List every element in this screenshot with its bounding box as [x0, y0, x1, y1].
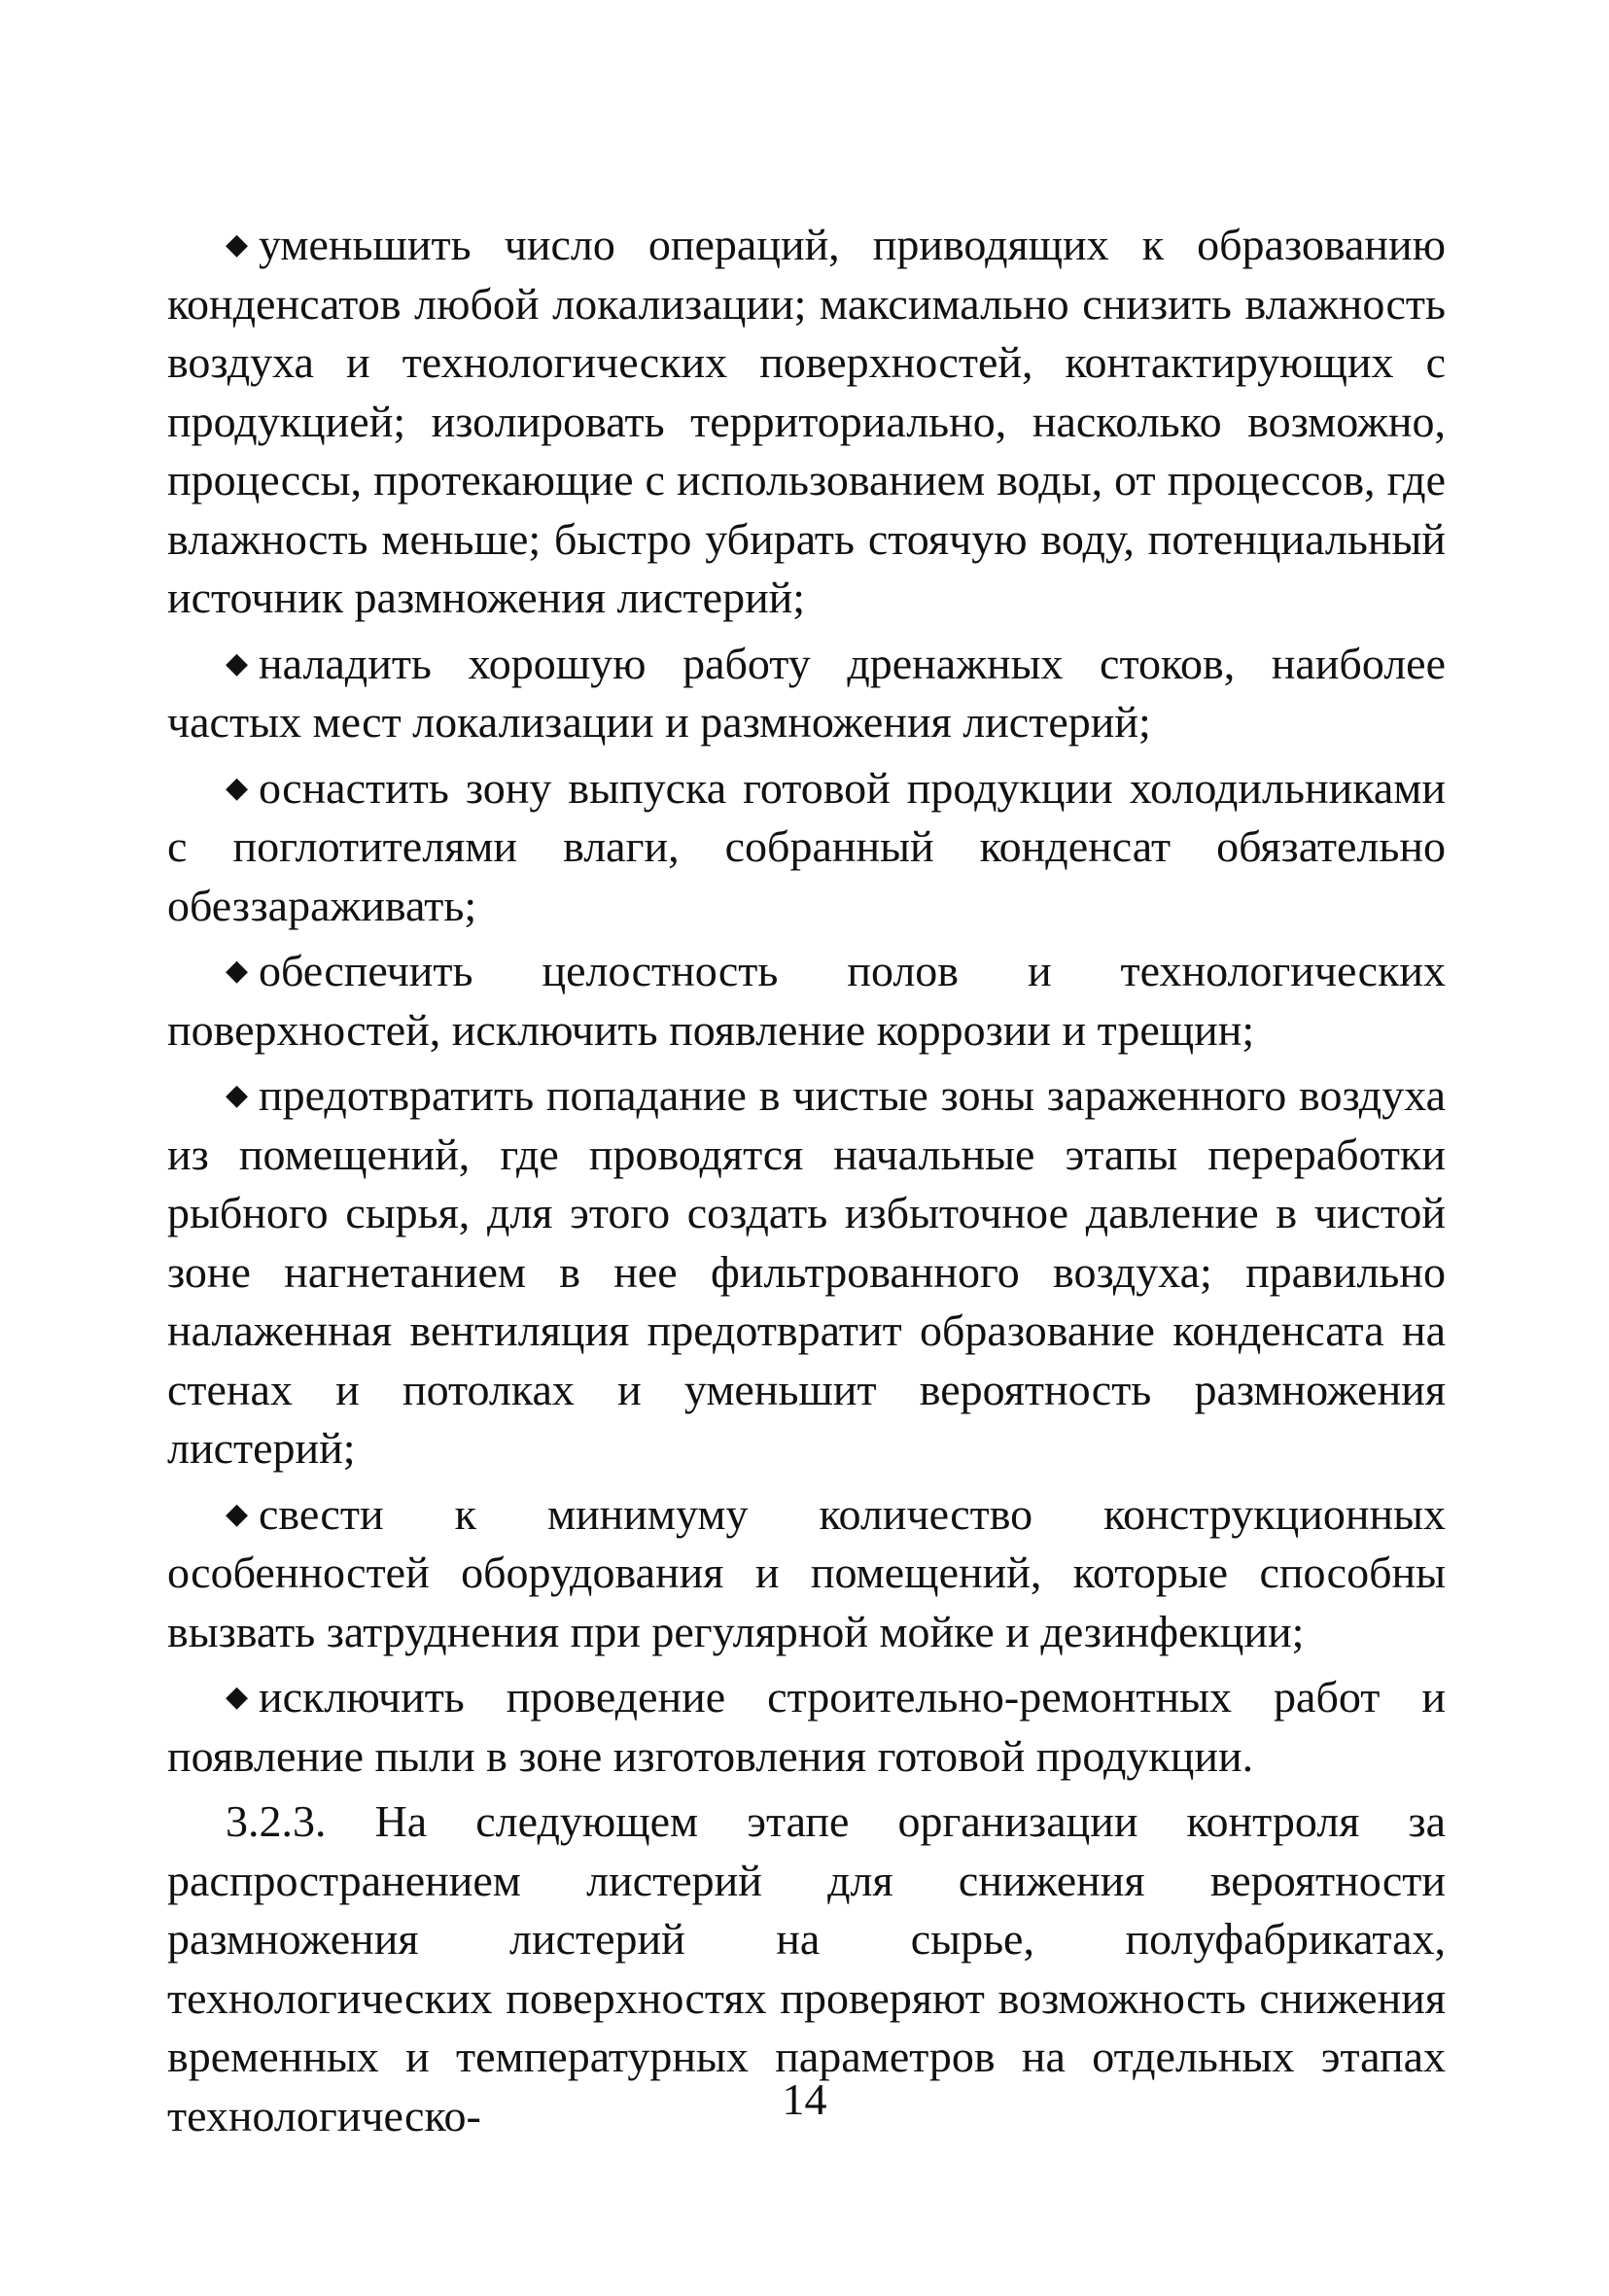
bullet-item [167, 216, 1446, 628]
bullet-icon: ◆ [226, 228, 249, 261]
page-number: 14 [782, 2074, 827, 2124]
bullet-icon: ◆ [226, 1681, 249, 1713]
bullet-text: наладить хорошую работу дренажных стоков, наиболее частых мест локализации и размножения листерий; [167, 638, 1446, 747]
section-number: 3.2.3. [226, 1796, 327, 1846]
bullet-icon: ◆ [226, 955, 249, 987]
bullet-text: предотвратить попадание в чистые зоны зараженного воздуха из помещений, где проводятся начальные этапы переработки рыбного сырья, для этого создать избыточное давление в чистой зоне нагнетанием в нее фильтрованного воздуха; правильно налаженная вентиляция предотвратит образование конденсата на стенах и потолках и уменьшит вероятность размножения листерий; [167, 1070, 1446, 1473]
bullet-text: исключить проведение строительно-ремонтных работ и появление пыли в зоне изготовления готовой продукции. [167, 1672, 1446, 1781]
bullet-item [167, 1668, 1446, 1786]
bullet-item [167, 942, 1446, 1060]
body-text [167, 216, 1446, 2145]
bullet-text: оснастить зону выпуска готовой продукции холодильниками с поглотителями влаги, собранный конденсат обязательно обеззараживать; [167, 762, 1446, 930]
bullet-icon: ◆ [226, 771, 249, 804]
bullet-item [167, 1485, 1446, 1662]
bullet-item [167, 759, 1446, 936]
bullet-item [167, 1066, 1446, 1478]
bullet-icon: ◆ [226, 1079, 249, 1111]
bullet-text: свести к минимуму количество конструкционных особенностей оборудования и помещений, которые способны вызвать затруднения при регулярной мойке и дезинфекции; [167, 1488, 1446, 1656]
bullet-text: обеспечить целостность полов и технологических поверхностей, исключить появление коррозии и трещин; [167, 946, 1446, 1055]
bullet-icon: ◆ [226, 1497, 249, 1530]
bullet-item [167, 635, 1446, 752]
bullet-text: уменьшить число операций, приводящих к образованию конденсатов любой локализации; максимально снизить влажность воздуха и технологических поверхностей, контактирующих с продукцией; изолировать территориально, насколько возможно, процессы, протекающие с использованием воды, от процессов, где влажность меньше; быстро убирать стоячую воду, потенциальный источник размножения листерий; [167, 220, 1446, 622]
section-text: На следующем этапе организации контроля за распространением листерий для снижения вероятности размножения листерий на сырье, полуфабрикатах, технологических поверхностях проверяют возможность снижения временных и температурных параметров на отдельных этапах технологическо- [167, 1796, 1446, 2140]
bullet-icon: ◆ [226, 646, 249, 679]
